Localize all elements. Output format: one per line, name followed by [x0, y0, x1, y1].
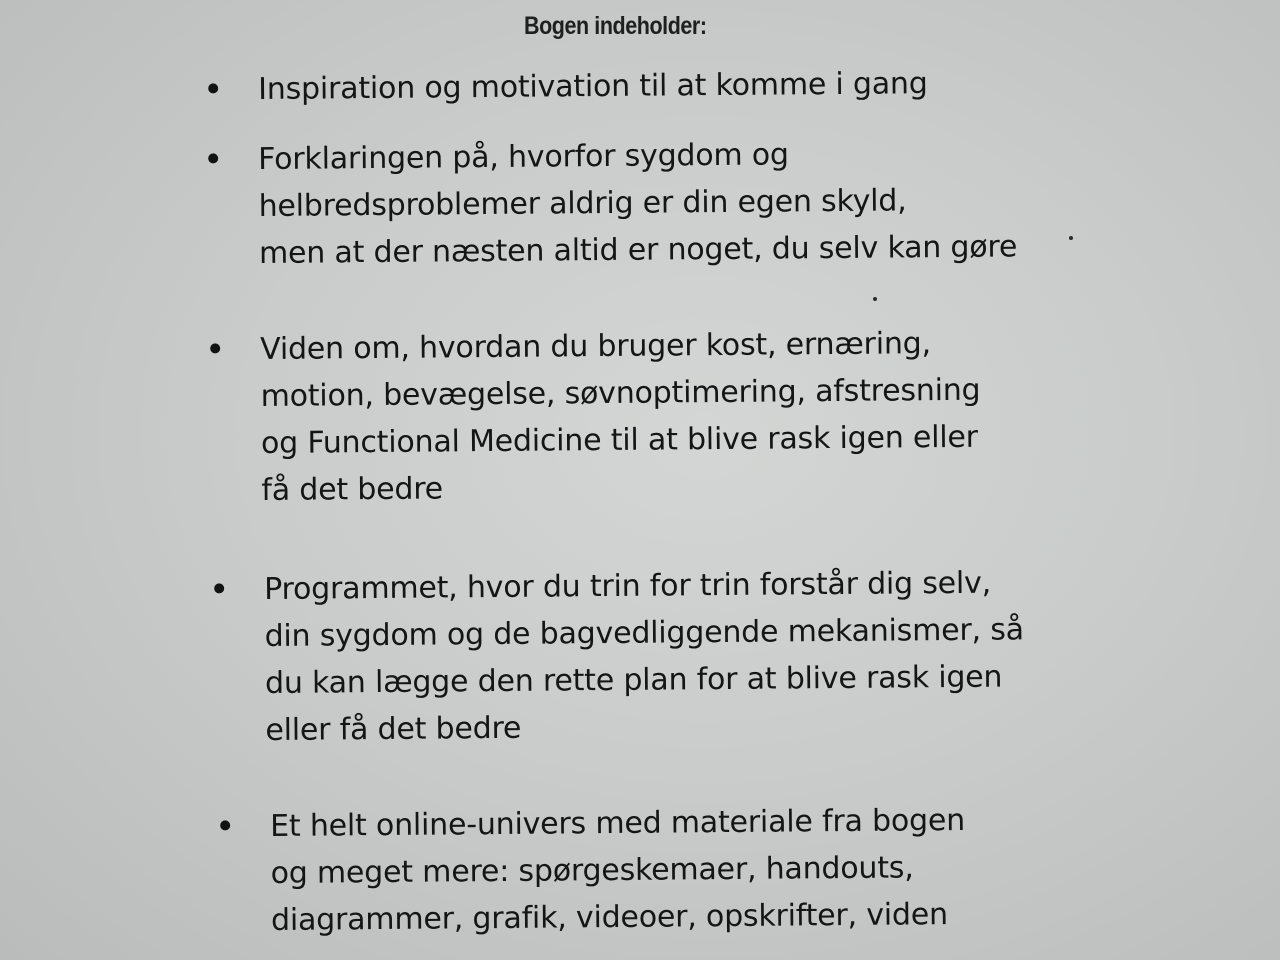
- item-line: helbredsproblemer aldrig er din egen skyld,: [258, 183, 907, 224]
- item-line: du kan lægge den rette plan for at blive rask igen: [264, 659, 1003, 701]
- item-line: motion, bevægelse, søvnoptimering, afstresning: [260, 372, 981, 414]
- item-line: og Functional Medicine til at blive rask igen eller: [260, 419, 978, 461]
- bullet-icon: [208, 153, 218, 163]
- section-heading: Bogen indeholder:: [524, 12, 707, 40]
- item-line: Programmet, hvor du trin for trin forstår dig selv,: [264, 565, 992, 607]
- item-line: få det bedre: [261, 471, 444, 508]
- item-line: Viden om, hvordan du bruger kost, ernæring,: [260, 326, 932, 367]
- item-line: eller få det bedre: [265, 710, 522, 748]
- item-line: din sygdom og de bagvedliggende mekanismer, så: [264, 612, 1025, 654]
- item-line: og meget mere: spørgeskemaer, handouts,: [270, 850, 914, 891]
- item-line: diagrammer, grafik, videoer, opskrifter, viden: [270, 897, 949, 938]
- list-item: [260, 320, 981, 514]
- list-item: [270, 797, 966, 944]
- bullet-icon: [208, 83, 218, 93]
- bullet-icon: [220, 820, 230, 830]
- paper-speck: [873, 297, 877, 301]
- list-item: [264, 559, 1025, 754]
- item-line: Forklaringen på, hvorfor sygdom og: [258, 137, 789, 177]
- list-item: [258, 60, 928, 113]
- item-line: Et helt online-univers med materiale fra bogen: [270, 802, 966, 844]
- item-line: men at der næsten altid er noget, du selv kan gøre: [258, 229, 1018, 271]
- item-line: Inspiration og motivation til at komme i gang: [258, 66, 928, 107]
- list-item: [258, 129, 1017, 277]
- paper-speck: [1069, 236, 1073, 240]
- bullet-icon: [210, 343, 220, 353]
- bullet-icon: [214, 583, 224, 593]
